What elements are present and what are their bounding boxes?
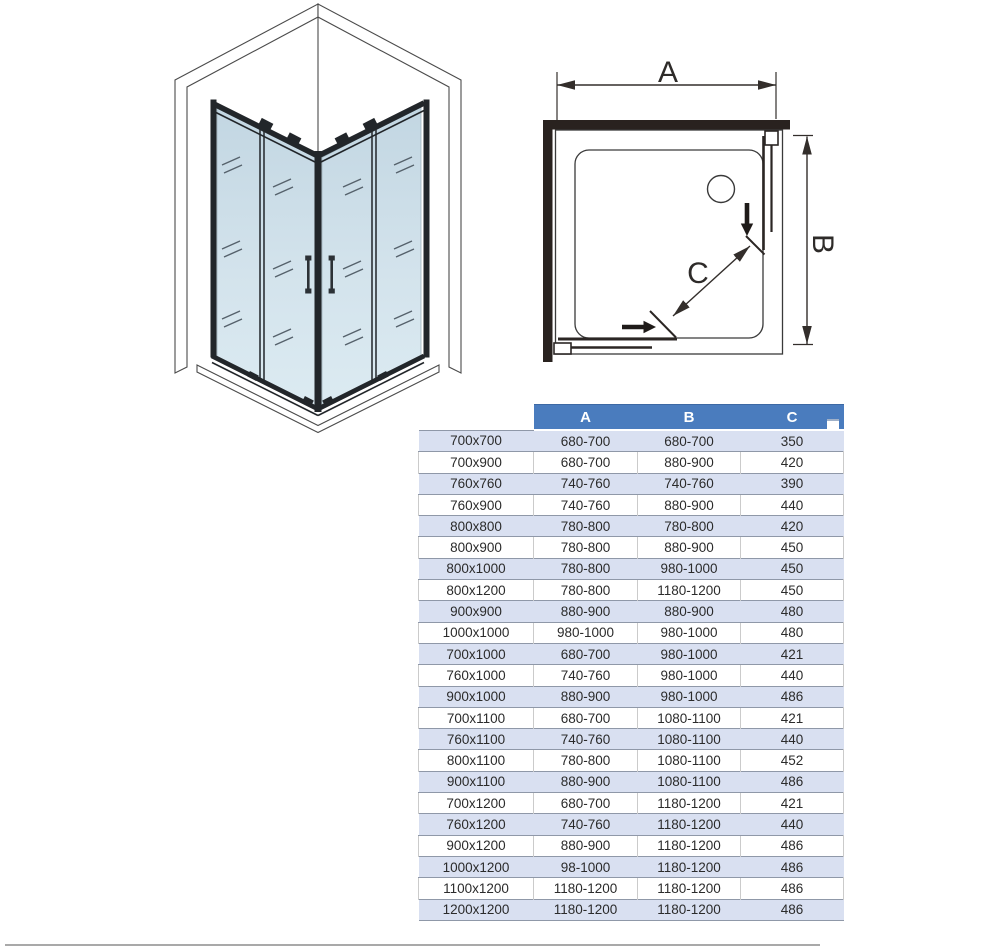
table-cell: 440 xyxy=(741,729,844,750)
plan-door-bottom xyxy=(554,339,677,354)
table-cell: 1200x1200 xyxy=(419,899,534,920)
isometric-drawing xyxy=(140,0,480,440)
plan-walls xyxy=(543,120,790,362)
table-cell: 421 xyxy=(741,643,844,664)
table-cell: 800x800 xyxy=(419,516,534,537)
table-cell: 1180-1200 xyxy=(638,856,741,877)
table-cell: 980-1000 xyxy=(638,665,741,686)
table-cell: 350 xyxy=(741,430,844,452)
table-row xyxy=(419,643,844,664)
table-cell: 760x1200 xyxy=(419,814,534,835)
table-cell: 440 xyxy=(741,665,844,686)
table-cell: 1180-1200 xyxy=(534,899,638,920)
table-row xyxy=(419,665,844,686)
table-cell: 421 xyxy=(741,707,844,728)
table-cell: 980-1000 xyxy=(534,622,638,643)
table-cell: 680-700 xyxy=(534,707,638,728)
corner-header-cell xyxy=(419,405,534,431)
table-cell: 680-700 xyxy=(534,430,638,452)
table-cell: 780-800 xyxy=(534,516,638,537)
slide-direction-arrow-right xyxy=(622,321,656,333)
table-cell: 700x900 xyxy=(419,452,534,473)
table-cell: 680-700 xyxy=(534,643,638,664)
size-table-container xyxy=(418,404,844,921)
table-cell: 880-900 xyxy=(534,771,638,792)
table-cell: 440 xyxy=(741,814,844,835)
bottom-divider-line xyxy=(5,944,820,946)
table-cell: 800x1000 xyxy=(419,558,534,579)
table-cell: 900x900 xyxy=(419,601,534,622)
table-cell: 880-900 xyxy=(638,601,741,622)
table-cell: 880-900 xyxy=(534,686,638,707)
table-cell: 486 xyxy=(741,878,844,899)
table-row xyxy=(419,494,844,515)
table-cell: 980-1000 xyxy=(638,686,741,707)
table-cell: 700x1200 xyxy=(419,793,534,814)
table-cell: 440 xyxy=(741,494,844,515)
table-cell: 800x1100 xyxy=(419,750,534,771)
table-cell: 740-760 xyxy=(534,494,638,515)
table-cell: 900x1100 xyxy=(419,771,534,792)
table-cell: 980-1000 xyxy=(638,558,741,579)
dimension-a-label: A xyxy=(657,56,679,89)
table-row xyxy=(419,793,844,814)
table-cell: 450 xyxy=(741,580,844,601)
table-cell: 1180-1200 xyxy=(638,899,741,920)
table-cell: 740-760 xyxy=(534,665,638,686)
table-row xyxy=(419,452,844,473)
table-cell: 900x1000 xyxy=(419,686,534,707)
table-row xyxy=(419,707,844,728)
table-cell: 420 xyxy=(741,452,844,473)
table-cell: 1080-1100 xyxy=(638,707,741,728)
column-header-a: A xyxy=(534,405,638,431)
table-cell: 1000x1200 xyxy=(419,856,534,877)
column-header-c: C xyxy=(741,405,844,431)
table-cell: 1080-1100 xyxy=(638,771,741,792)
table-cell: 480 xyxy=(741,622,844,643)
table-row xyxy=(419,473,844,494)
dimension-c-label: C xyxy=(687,257,709,290)
table-cell: 740-760 xyxy=(534,814,638,835)
table-cell: 780-800 xyxy=(534,750,638,771)
table-row xyxy=(419,835,844,856)
table-cell: 880-900 xyxy=(638,494,741,515)
table-row xyxy=(419,814,844,835)
table-cell: 980-1000 xyxy=(638,622,741,643)
table-cell: 680-700 xyxy=(534,793,638,814)
table-cell: 1080-1100 xyxy=(638,750,741,771)
table-row xyxy=(419,899,844,920)
table-row xyxy=(419,430,844,452)
table-cell: 680-700 xyxy=(638,430,741,452)
table-cell: 880-900 xyxy=(638,537,741,558)
table-cell: 452 xyxy=(741,750,844,771)
table-row xyxy=(419,601,844,622)
table-cell: 800x900 xyxy=(419,537,534,558)
table-cell: 700x700 xyxy=(419,430,534,452)
table-cell: 700x1100 xyxy=(419,707,534,728)
table-cell: 780-800 xyxy=(638,516,741,537)
tray-outline xyxy=(575,150,763,338)
table-row xyxy=(419,580,844,601)
table-cell: 486 xyxy=(741,771,844,792)
table-cell: 486 xyxy=(741,856,844,877)
table-cell: 800x1200 xyxy=(419,580,534,601)
table-cell: 1180-1200 xyxy=(638,793,741,814)
table-cell: 900x1200 xyxy=(419,835,534,856)
drain-icon xyxy=(708,176,735,203)
table-cell: 1180-1200 xyxy=(638,580,741,601)
table-cell: 98-1000 xyxy=(534,856,638,877)
table-row xyxy=(419,856,844,877)
table-row xyxy=(419,750,844,771)
dimension-b-label: B xyxy=(806,233,839,255)
table-cell: 980-1000 xyxy=(638,643,741,664)
slide-direction-arrow-down xyxy=(741,203,753,236)
table-cell: 1000x1000 xyxy=(419,622,534,643)
table-cell: 486 xyxy=(741,686,844,707)
dimension-c xyxy=(673,246,750,316)
table-cell: 1180-1200 xyxy=(638,814,741,835)
table-cell: 486 xyxy=(741,899,844,920)
header-corner-notch xyxy=(827,419,839,429)
table-row xyxy=(419,686,844,707)
plan-door-right xyxy=(764,131,779,250)
enclosure-outline xyxy=(556,130,783,354)
table-cell: 1180-1200 xyxy=(638,835,741,856)
table-cell: 760x760 xyxy=(419,473,534,494)
table-cell: 760x1000 xyxy=(419,665,534,686)
table-row xyxy=(419,558,844,579)
table-cell: 740-760 xyxy=(534,473,638,494)
table-cell: 700x1000 xyxy=(419,643,534,664)
table-row xyxy=(419,771,844,792)
table-cell: 680-700 xyxy=(534,452,638,473)
table-row xyxy=(419,537,844,558)
table-cell: 880-900 xyxy=(534,601,638,622)
table-cell: 1180-1200 xyxy=(534,878,638,899)
plan-view-drawing xyxy=(515,40,865,385)
table-cell: 1180-1200 xyxy=(638,878,741,899)
table-cell: 740-760 xyxy=(638,473,741,494)
table-cell: 420 xyxy=(741,516,844,537)
table-cell: 780-800 xyxy=(534,580,638,601)
table-cell: 450 xyxy=(741,558,844,579)
table-cell: 1080-1100 xyxy=(638,729,741,750)
table-cell: 450 xyxy=(741,537,844,558)
table-row xyxy=(419,729,844,750)
size-table-body xyxy=(419,430,844,920)
table-header-row xyxy=(419,405,844,431)
table-cell: 780-800 xyxy=(534,558,638,579)
table-cell: 740-760 xyxy=(534,729,638,750)
table-cell: 480 xyxy=(741,601,844,622)
table-cell: 880-900 xyxy=(534,835,638,856)
table-cell: 1100x1200 xyxy=(419,878,534,899)
table-cell: 421 xyxy=(741,793,844,814)
table-row xyxy=(419,516,844,537)
column-header-b: B xyxy=(638,405,741,431)
table-cell: 780-800 xyxy=(534,537,638,558)
table-cell: 760x1100 xyxy=(419,729,534,750)
table-row xyxy=(419,878,844,899)
size-table xyxy=(418,404,844,921)
table-cell: 760x900 xyxy=(419,494,534,515)
table-cell: 880-900 xyxy=(638,452,741,473)
table-cell: 486 xyxy=(741,835,844,856)
table-cell: 390 xyxy=(741,473,844,494)
table-row xyxy=(419,622,844,643)
